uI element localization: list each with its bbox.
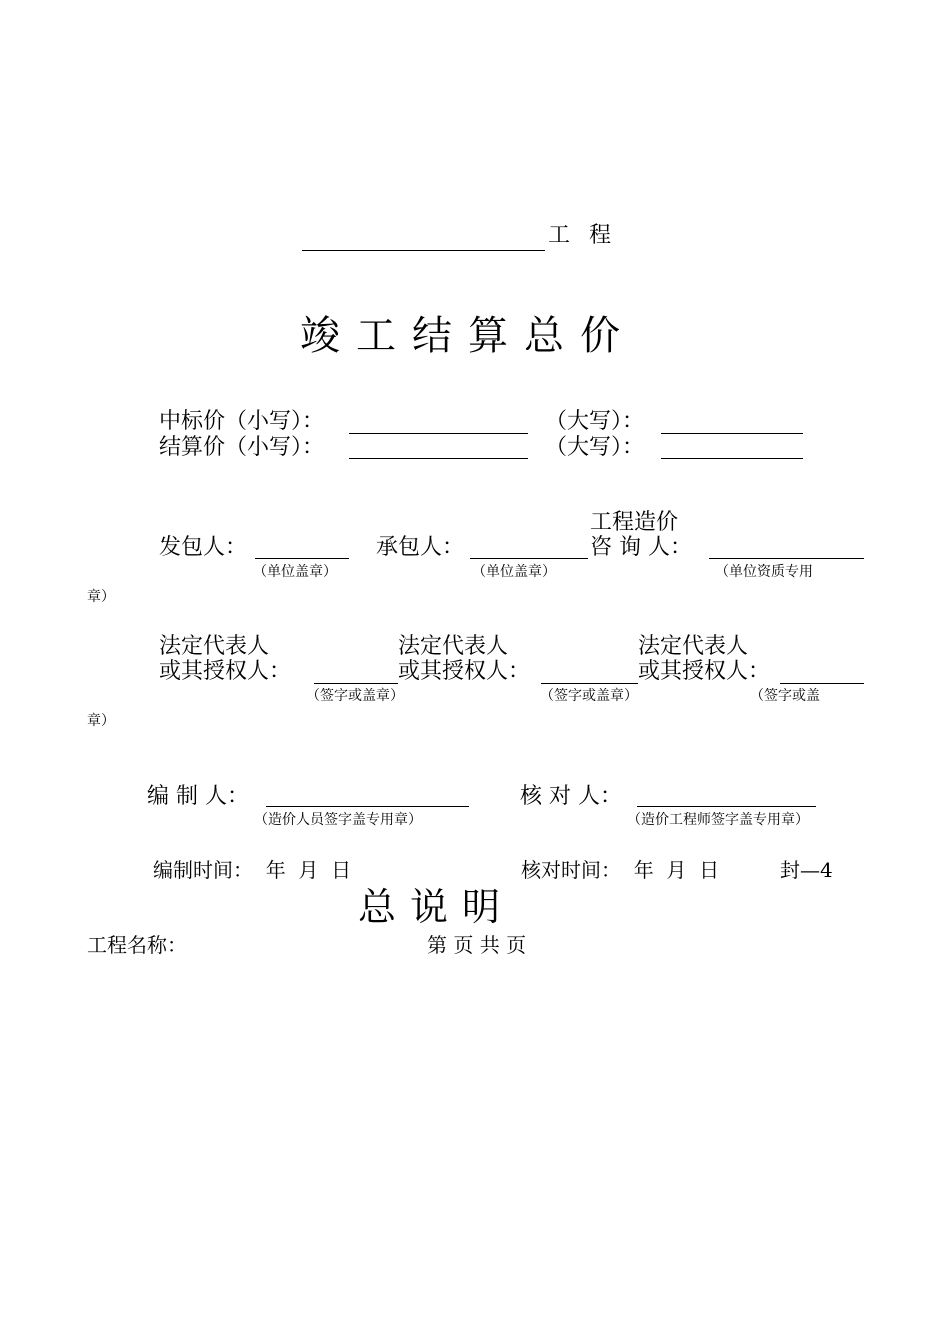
- bid-price-small-label: 中标价（小写）：: [159, 409, 325, 434]
- issuer-seal-note: （单位盖章）: [253, 564, 337, 580]
- legal-rep-2-sign-note: （签字或盖章）: [540, 688, 638, 704]
- legal-rep-3-sign-note: （签字或盖: [750, 688, 820, 704]
- settle-price-big-line: [661, 458, 803, 459]
- issuer-label: 发包人：: [159, 535, 248, 560]
- bid-price-big-label: （大写）：: [545, 409, 645, 434]
- contractor-line: [470, 558, 588, 559]
- project-name-underline: [302, 250, 545, 251]
- check-time: 核对时间： 年 月 日: [521, 858, 720, 882]
- issuer-line: [255, 558, 349, 559]
- consultant-label-top: 工程造价: [590, 510, 679, 535]
- compiler-seal-note: （造价人员签字盖专用章）: [254, 812, 422, 828]
- summary-title: 总说明: [358, 885, 515, 929]
- page-info: 第 页 共 页: [427, 933, 527, 957]
- compile-time: 编制时间： 年 月 日: [153, 858, 352, 882]
- legal-rep-1-line1: 法定代表人: [159, 634, 270, 659]
- compiler-line: [266, 806, 469, 807]
- consultant-label-bottom: 咨 询 人：: [590, 535, 692, 560]
- legal-rep-3-line1: 法定代表人: [638, 634, 749, 659]
- consultant-line: [709, 558, 864, 559]
- legal-rep-3-sign-note-wrap: 章）: [87, 713, 115, 729]
- legal-rep-2-line: [541, 683, 638, 684]
- bid-price-small-line: [349, 433, 528, 434]
- cover-number: 封—4: [780, 858, 833, 882]
- legal-rep-2-line2: 或其授权人：: [398, 659, 531, 684]
- settle-price-small-line: [349, 458, 528, 459]
- legal-rep-1-line: [314, 683, 398, 684]
- settle-price-small-label: 结算价（小写）：: [159, 435, 325, 460]
- checker-label: 核 对 人：: [520, 784, 622, 809]
- bid-price-big-line: [661, 433, 803, 434]
- contractor-seal-note: （单位盖章）: [472, 564, 556, 580]
- checker-seal-note: （造价工程师签字盖专用章）: [627, 812, 809, 828]
- compiler-label: 编 制 人：: [147, 784, 249, 809]
- document-title: 竣工结算总价: [300, 313, 636, 359]
- legal-rep-1-sign-note: （签字或盖章）: [306, 688, 404, 704]
- legal-rep-2-line1: 法定代表人: [398, 634, 509, 659]
- consultant-seal-note: （单位资质专用: [715, 564, 813, 580]
- legal-rep-1-line2: 或其授权人：: [159, 659, 292, 684]
- settle-price-big-label: （大写）：: [545, 435, 645, 460]
- consultant-seal-note-wrap: 章）: [87, 589, 115, 605]
- project-name-label: 工程名称：: [87, 933, 187, 957]
- legal-rep-3-line2: 或其授权人：: [638, 659, 771, 684]
- legal-rep-3-line: [780, 683, 864, 684]
- contractor-label: 承包人：: [376, 535, 465, 560]
- checker-line: [637, 806, 816, 807]
- project-suffix: 工 程: [548, 223, 617, 248]
